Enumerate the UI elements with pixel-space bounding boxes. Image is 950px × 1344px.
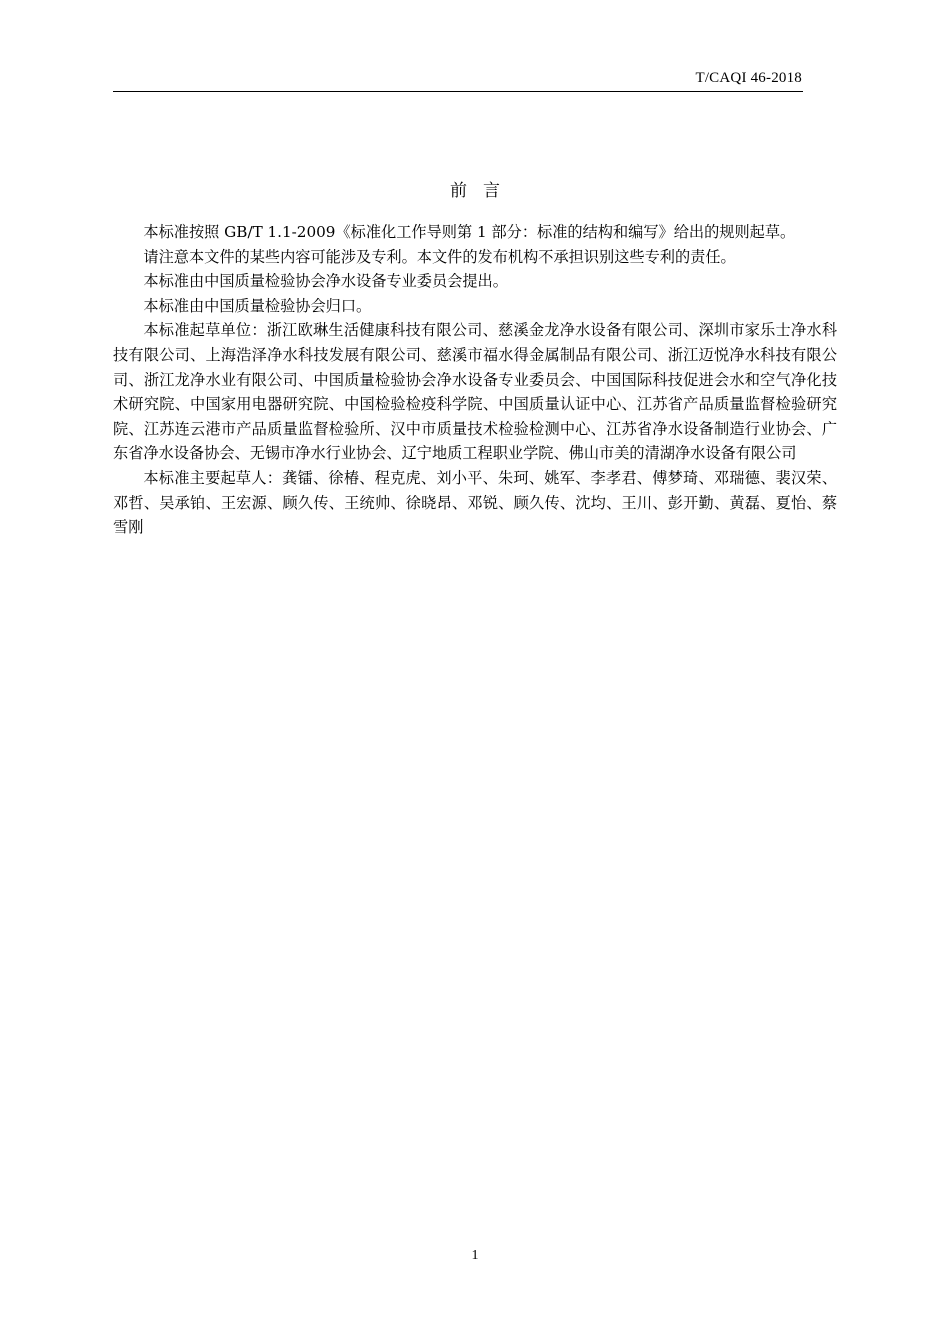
paragraph-drafting-rules: 本标准按照 GB/T 1.1-2009《标准化工作导则第 1 部分：标准的结构和编写》给出的规则起草。 bbox=[143, 223, 796, 241]
document-code: T/CAQI 46-2018 bbox=[695, 70, 802, 86]
paragraph-administered-by: 本标准由中国质量检验协会归口。 bbox=[143, 296, 372, 315]
paragraph-main-drafters: 本标准主要起草人：龚镭、徐椿、程克虎、刘小平、朱珂、姚军、李孝君、傅梦琦、邓瑞德、裴汉荣、邓哲、吴承铂、王宏源、顾久传、王统帅、徐晓昂、邓锐、顾久传、沈均、王川、彭开勤、黄磊、夏怡、蔡雪刚 bbox=[113, 468, 837, 537]
paragraph-drafting-organizations: 本标准起草单位：浙江欧琳生活健康科技有限公司、慈溪金龙净水设备有限公司、深圳市家乐士净水科技有限公司、上海浩泽净水科技发展有限公司、慈溪市福水得金属制品有限公司、浙江迈悦净水科技有限公司、浙江龙净水业有限公司、中国质量检验协会净水设备专业委员会、中国国际科技促进会水和空气净化技术研究院、中国家用电器研究院、中国检验检疫科学院、中国质量认证中心、江苏省产品质量监督检验研究院、江苏连云港市产品质量监督检验所、汉中市质量技术检验检测中心、江苏省净水设备制造行业协会、广东省净水设备协会、无锡市净水行业协会、辽宁地质工程职业学院、佛山市美的清湖净水设备有限公司 bbox=[113, 321, 837, 463]
header-divider bbox=[113, 91, 803, 92]
foreword-body bbox=[113, 220, 837, 540]
paragraph-patent-notice: 请注意本文件的某些内容可能涉及专利。本文件的发布机构不承担识别这些专利的责任。 bbox=[143, 247, 736, 266]
paragraph-proposed-by: 本标准由中国质量检验协会净水设备专业委员会提出。 bbox=[143, 272, 508, 291]
page-number: 1 bbox=[471, 1248, 479, 1263]
section-title: 前言 bbox=[450, 181, 516, 201]
